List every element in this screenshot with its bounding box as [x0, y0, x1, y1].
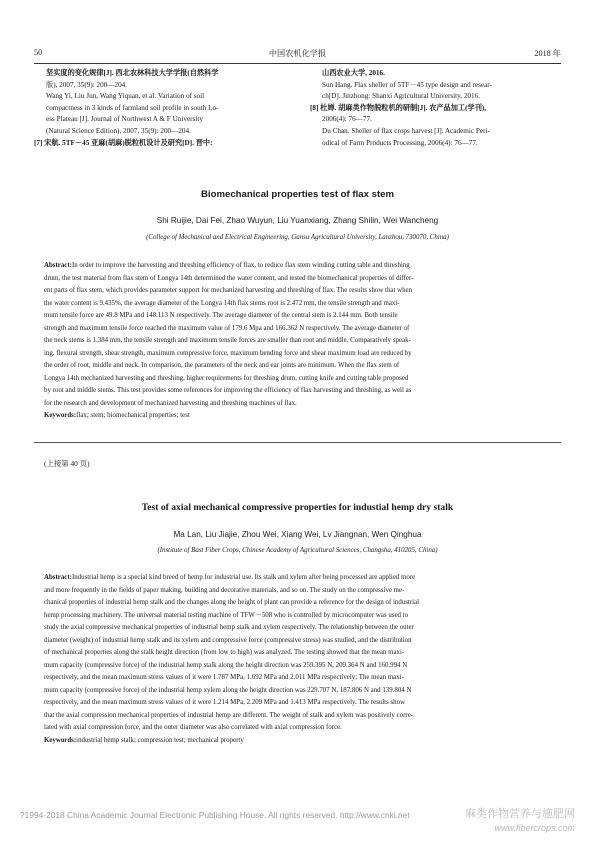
abstract-line — [44, 610, 556, 623]
abstract-text: drum, the test material from flax stem of Longya 14th determined the water content, and tested the biomechanical properties of differ- — [44, 274, 414, 282]
abstract-line — [44, 722, 556, 735]
abstract-line — [44, 622, 556, 635]
keywords-label: Keywords: — [44, 736, 77, 744]
abstract-line — [44, 335, 556, 348]
reference-line: 坚实度的变化规律[J]. 西北农林科技大学学报(自然科学 — [46, 69, 219, 77]
continued-from-note: (上接第 40 页) — [44, 459, 90, 468]
abstract-line — [44, 360, 556, 373]
reference-line: Sun Hang. Flax sheller of 5TF－45 type design and resear- — [322, 80, 492, 89]
abstract-line — [44, 585, 556, 598]
references-left-column — [34, 68, 309, 149]
publication-year: 2018 年 — [534, 49, 561, 58]
abstract-line — [44, 685, 556, 698]
abstract-text: mum tensile force are 49.8 MPa and 148.113 N respectively. The average diameter of the central stem is 2.144 mm. Both tensile — [44, 312, 398, 319]
abstract-text: the water content is 9.435%, the average diameter of the Longya 14th flax stems root is 2.472 mm, the tensile strength and maxi- — [44, 299, 400, 307]
keywords-text: industrial hemp stalk; compression test; mechanical property — [76, 736, 244, 744]
watermark-cn: 麻类作物营养与施肥网 — [465, 807, 575, 820]
keywords-label: Keywords: — [44, 412, 77, 419]
abstract-text: that the axial compression mechanical properties of industrial hemp are different. The weight of stalk and xylem was positively corre- — [44, 711, 414, 719]
keywords-line — [44, 410, 556, 422]
abstract-text: ing, flexural strength, shear strength, maximum compressive force, maximum bending force and shear maximum load are reduced by — [44, 349, 412, 357]
abstract-text: diameter (weight) of industrial hemp stalk and its xylem and compressive force (compressive stress) was studied, and the distribution — [44, 636, 412, 644]
article2-title: Test of axial mechanical compressive properties for industial hemp dry stalk — [141, 502, 454, 513]
abstract-line — [44, 348, 556, 361]
reference-line: 2006(4): 76—77. — [322, 115, 372, 124]
abstract-line — [44, 647, 556, 660]
abstract-line — [44, 660, 556, 673]
reference-line: [7] 宋航. 5TF－45 亚麻(胡麻)脱粒机设计及研究[D]. 晋中: — [34, 138, 213, 147]
header-rule — [34, 63, 561, 64]
abstract-line — [44, 572, 556, 585]
abstract-text: mum capacity (compressive force) of the industrial hemp xylem along the height direction was 229.707 N, 187.806 N and 139.804 N — [44, 686, 412, 694]
abstract-line — [44, 635, 556, 648]
reference-line: 版), 2007, 35(9): 200—204. — [46, 80, 128, 89]
page-number: 50 — [34, 48, 43, 57]
abstract-line — [44, 373, 556, 386]
article1-authors: Shi Ruijie, Dai Fei, Zhao Wuyun, Liu Yuanxiang, Zhang Shilin, Wei Wancheng — [156, 216, 439, 225]
abstract-text: for the research and development of mechanized harvesting and threshing machines of flax. — [44, 399, 297, 407]
keywords-line — [44, 735, 556, 747]
reference-line: [8] 杜婵. 胡麻类作物脱粒机的研制[J]. 农产品加工(学刊), — [310, 103, 487, 112]
reference-line: ess Plateau [J]. Journal of Northwest A & F University — [46, 115, 203, 124]
abstract-label: Abstract: — [44, 574, 72, 581]
reference-line: 山西农业大学, 2016. — [322, 69, 385, 77]
abstract-text: lated with axial compression force, and the outer diameter was also correlated with axial compression force. — [44, 724, 342, 731]
abstract-line — [44, 310, 556, 323]
article2-affiliation: (Institute of Bast Fiber Crops, Chinese Academy of Agricultural Sciences, Changsha, 410205, China) — [157, 547, 438, 554]
abstract-text: study the axial compressive mechanical properties of industrial hemp stalk and xylem respectively. The relationship between the outer — [44, 624, 414, 631]
abstract-text: respectively, and the mean maximum stress values of it were 1.214 MPa, 2.209 MPa and 1.413 MPa respectively. The results show — [44, 699, 406, 706]
reference-line: Du Chan. Sheller of flax crops harvest [J]. Academic Peri- — [322, 126, 490, 135]
running-header — [34, 44, 561, 64]
abstract-text: In order to improve the harvesting and threshing efficiency of flax, to reduce flax stem winding cutting table and threshing — [71, 262, 410, 269]
abstract-line — [44, 385, 556, 398]
journal-title: 中国农机化学报 — [268, 49, 327, 58]
article1-affiliation: (College of Mechanical and Electrical Engineering, Gansu Agricultural University, Lanzhou, 730070, China) — [146, 234, 449, 241]
watermark-url: www.fibercrops.com — [494, 823, 575, 833]
abstract-line — [44, 398, 556, 411]
abstract-text: hemp processing machinery. The universal material testing machine of TFW－508 who is controlled by microcomputer was used to — [44, 611, 409, 619]
copyright-footer: ?1994-2018 China Academic Journal Electronic Publishing House. All rights reserved. http://www.cnki.net — [20, 810, 410, 820]
abstract-text: chanical properties of industrial hemp stalk and the changes along the height of plant can provide a reference for the design of industrial — [44, 599, 420, 606]
article1-title: Biomechanical properties test of flax stem — [201, 189, 394, 200]
abstract-label: Abstract: — [44, 262, 72, 269]
abstract-line — [44, 285, 556, 298]
abstract-text: Longya 14th mechanized harvesting and threshing, higher requirements for threshing drum, cutting knife and cutting table proposed — [44, 374, 409, 382]
abstract-text: Industrial hemp is a special kind breed of hemp for industrial use. Its stalk and xylem after being processed are applied more — [71, 574, 416, 581]
article2-authors: Ma Lan, Liu Jiajie, Zhou Wei, Xiang Wei, Lv Jiangnan, Wen Qinghua — [173, 530, 422, 539]
section-divider — [34, 442, 561, 443]
reference-line: Wang Yi, Liu Jun, Wang Yiquan, et al. Variation of soil — [46, 92, 205, 101]
references-right-column — [310, 68, 562, 149]
reference-line: (Natural Science Edition), 2007, 35(9): 200—204. — [46, 126, 191, 135]
abstract-text: of mechanical properties along the stalk height direction (from low to high) was analyzed. The testing showed that the mean maxi- — [44, 649, 405, 656]
abstract-line — [44, 672, 556, 685]
abstract-line — [44, 298, 556, 311]
abstract-text: by root and middle stems. This test provides some references for improving the efficiency of flax harvesting and threshing, as well as — [44, 387, 412, 394]
abstract-line — [44, 273, 556, 286]
abstract-line — [44, 697, 556, 710]
abstract-text: the order of root, middle and neck. In comparison, the parameters of the neck and ear joints are minimum. When the flax stem of — [44, 362, 400, 369]
article2-abstract — [44, 572, 556, 747]
abstract-text: mum capacity (compressive force) of the industrial hemp stalk along the height direction was 259.395 N, 209.364 N and 160.994 N — [44, 661, 408, 669]
abstract-text: strength and maximum tensile force reached the maximum value of 179.6 Mpa and 166.362 N respectively. The average diameter of — [44, 324, 410, 332]
reference-line: compactness in 3 kinds of farmland soil profile in south Lo- — [46, 103, 219, 112]
reference-line: ch[D]. Jinzhong: Shanxi Agricultural University, 2016. — [322, 92, 481, 101]
abstract-text: and more frequently in the fields of paper making, building and decorative materials, and so on. The study on the compressive me- — [44, 586, 405, 594]
abstract-line — [44, 260, 556, 273]
keywords-text: flax; stem; biomechanical properties; test — [76, 412, 190, 419]
article1-abstract — [44, 260, 556, 422]
abstract-line — [44, 323, 556, 336]
abstract-line — [44, 710, 556, 723]
abstract-text: ent parts of flax stem, which provides parameter support for mechanized harvesting and threshing of flax. The results show that when — [44, 287, 413, 294]
abstract-text: respectively, and the mean maximum stress values of it were 1.787 MPa, 1.692 MPa and 2.011 MPa respectively; The mean maxi- — [44, 674, 404, 681]
reference-line: odical of Farm Products Processing, 2006(4): 76—77. — [322, 138, 478, 147]
abstract-line — [44, 597, 556, 610]
abstract-text: the neck stems is 1.384 mm, the tensile strength and maximum tensile forces are smaller than root and middle. Comparatively speak- — [44, 337, 411, 344]
